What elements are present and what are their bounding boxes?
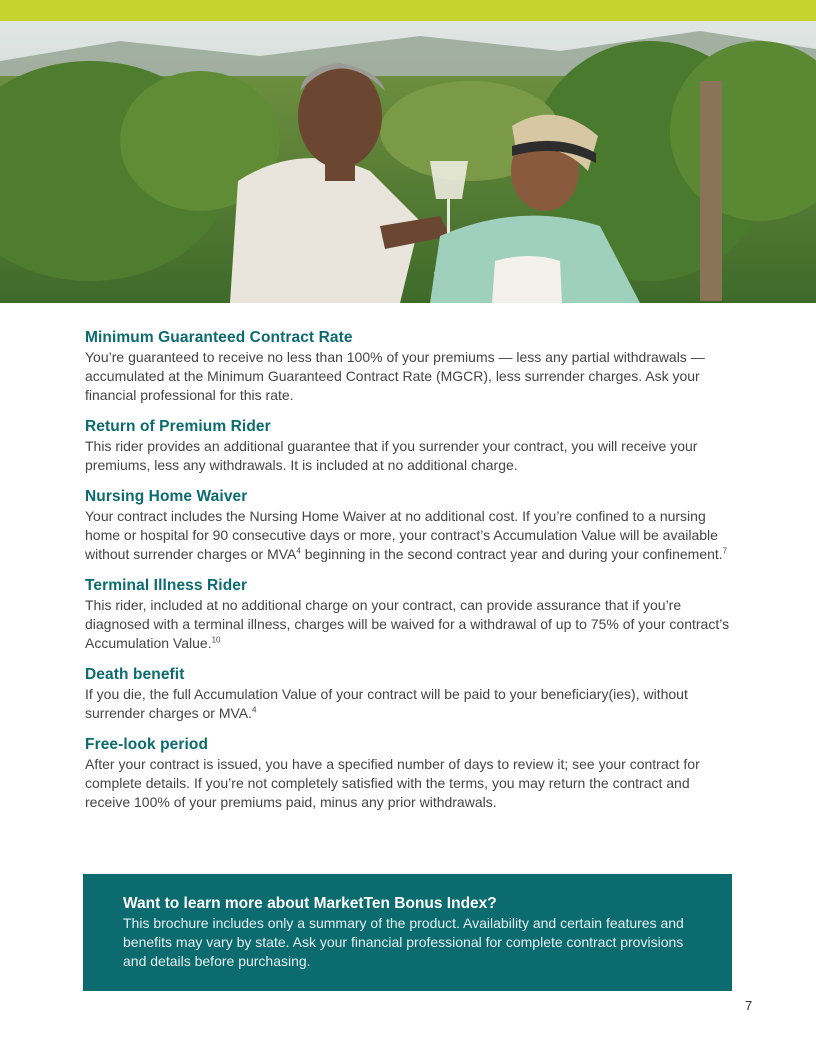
footnote-ref: 4: [296, 546, 301, 556]
body-text: beginning in the second contract year and during your confinement.: [300, 546, 723, 562]
section-heading: Return of Premium Rider: [85, 418, 271, 435]
section-heading: Minimum Guaranteed Contract Rate: [85, 329, 353, 346]
section-free-look: [85, 735, 735, 812]
section-heading: Nursing Home Waiver: [85, 488, 248, 505]
body-text: If you die, the full Accumulation Value of your contract will be paid to your beneficiary(ies), without surrender charges or MVA.: [85, 686, 688, 721]
footnote-ref: 10: [211, 635, 221, 645]
section-body: [85, 685, 735, 723]
section-mgcr: [85, 328, 735, 405]
callout-body: This brochure includes only a summary of the product. Availability and certain features and benefits may vary by state. Ask your financial professional for complete contract provisions and details before purchasing.: [123, 915, 684, 969]
section-body: This rider provides an additional guarantee that if you surrender your contract, you will receive your premiums, less any withdrawals. It is included at no additional charge.: [85, 438, 698, 473]
section-death-benefit: [85, 665, 735, 723]
benefits-list: [85, 328, 735, 824]
section-heading: Terminal Illness Rider: [85, 577, 248, 594]
section-body: [85, 596, 735, 653]
footnote-ref: 4: [252, 705, 257, 715]
callout-heading: Want to learn more about MarketTen Bonus Index?: [123, 895, 497, 912]
hero-photo: [0, 21, 816, 303]
section-nursing-home-waiver: [85, 487, 735, 564]
learn-more-callout: [83, 874, 732, 991]
section-terminal-illness: [85, 576, 735, 653]
body-text: Your contract includes the Nursing Home Waiver at no additional cost. If you’re confined to a nursing home or hospital for 90 consecutive days or more, your contract’s Accumulation Value will be available without surrender charges or MVA: [85, 508, 718, 562]
section-return-of-premium: [85, 417, 735, 475]
section-body: After your contract is issued, you have a specified number of days to review it; see your contract for complete details. If you’re not completely satisfied with the terms, you may return the contract and receive 100% of your premiums paid, minus any prior withdrawals.: [85, 756, 700, 810]
section-heading: Free-look period: [85, 736, 209, 753]
section-body: You’re guaranteed to receive no less than 100% of your premiums — less any partial withdrawals — accumulated at the Minimum Guaranteed Contract Rate (MGCR), less surrender charges. Ask your financial professional for this rate.: [85, 349, 705, 403]
page-number: 7: [745, 998, 753, 1013]
accent-bar: [0, 0, 816, 21]
body-text: This rider, included at no additional charge on your contract, can provide assurance that if you’re diagnosed with a terminal illness, charges will be waived for a withdrawal of up to 75% of your contract’s Accumulation Value.: [85, 597, 730, 651]
footnote-ref: 7: [722, 546, 728, 556]
section-heading: Death benefit: [85, 666, 185, 683]
section-body: [85, 507, 735, 564]
